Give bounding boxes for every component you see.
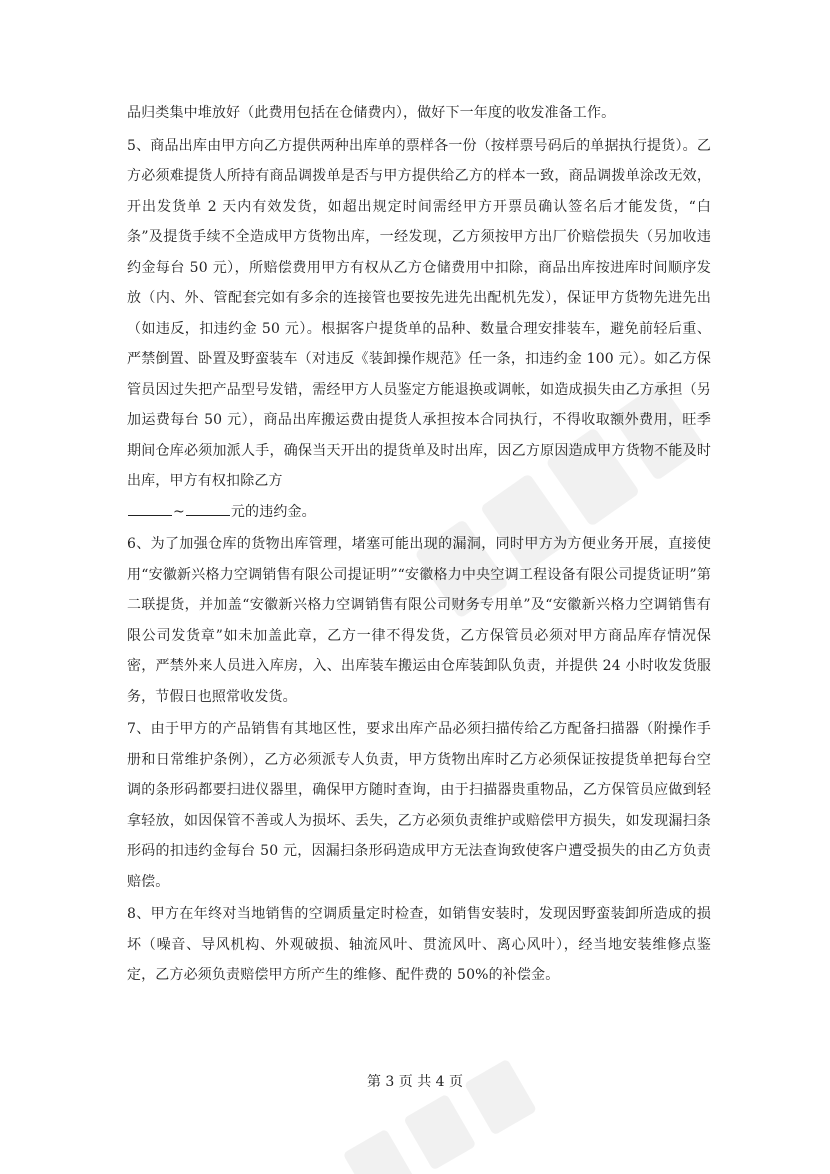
tilde-separator: ~ xyxy=(173,503,185,520)
paragraph-5-end: 元的违约金。 xyxy=(230,503,316,520)
paragraph-6: 6、为了加强仓库的货物出库管理，堵塞可能出现的漏洞，同时甲方为方便业务开展，直接使用“安徽新兴格力空调销售有限公司提证明”“安徽格力中央空调工程设备有限公司提货证明”第二联提货，并加盖“安徽新兴格力空调销售有限公司财务专用单”及“安徽新兴格力空调销售有限公司发货章”如未加盖此章，乙方一律不得发货，乙方保管员必须对甲方商品库存情况保密，严禁外来人员进入库房，入、出库装车搬运由仓库装卸队负责，并提供 24 小时收发货服务，节假日也照常收发货。 xyxy=(127,536,711,705)
page-footer: 第 3 页 共 4 页 xyxy=(366,1074,464,1090)
paragraph-5-text: 5、商品出库由甲方向乙方提供两种出库单的票样各一份（按样票号码后的单据执行提货）。乙方必须难提货人所持有商品调拨单是否与甲方提供给乙方的样本一致，商品调拨单涂改无效，开出发货单 2 天内有效发货，如超出规定时间需经甲方开票员确认签名后才能发货，“白条”及提货手续不全造成甲方货物出库，一经发现，乙方须按甲方出厂价赔偿损失（另加收违约金每台 50 元），所赔偿费用甲方有权从乙方仓储费用中扣除，商品出库按进库时间顺序发放（内、外、管配套完如有多余的连接管也要按先进先出配机先发），保证甲方货物先进先出（如违反，扣违约金 50 元）。根据客户提货单的品种、数量合理安排装车，避免前轻后重、严禁倒置、卧置及野蛮装车（对违反《装卸操作规范》任一条，扣违约金 100 元）。如乙方保管员因过失把产品型号发错，需经甲方人员鉴定方能退换或调帐，如造成损失由乙方承担（另加运费每台 50 元），商品出库搬运费由提货人承担按本合同执行，不得收取额外费用，旺季期间仓库必须加派人手，确保当天开出的提货单及时出库，因乙方原因造成甲方货物不能及时出库，甲方有权扣除乙方 xyxy=(127,137,711,489)
blank-field-max xyxy=(186,501,230,516)
document-body xyxy=(127,98,711,993)
paragraph-7: 7、由于甲方的产品销售有其地区性，要求出库产品必须扫描传给乙方配备扫描器（附操作手册和日常维护条例），乙方必须派专人负责，甲方货物出库时乙方必须保证按提货单把每台空调的条形码都要扫进仪器里，确保甲方随时查询，由于扫描器贵重物品，乙方保管员应做到轻拿轻放，如因保管不善或人为损坏、丢失，乙方必须负责维护或赔偿甲方损失，如发现漏扫条形码的扣违约金每台 50 元，因漏扫条形码造成甲方无法查询致使客户遭受损失的由乙方负责赔偿。 xyxy=(127,721,711,890)
paragraph-5 xyxy=(127,131,711,528)
paragraph-intro: 品归类集中堆放好（此费用包括在仓储费内），做好下一年度的收发准备工作。 xyxy=(127,105,616,121)
blank-field-min xyxy=(128,501,172,516)
paragraph-8: 8、甲方在年终对当地销售的空调质量定时检查，如销售安装时，发现因野蛮装卸所造成的损坏（噪音、导风机构、外观破损、轴流风叶、贯流风叶、离心风叶），经当地安装维修点鉴定，乙方必须负责赔偿甲方所产生的维修、配件费的 50%的补偿金。 xyxy=(127,906,711,983)
